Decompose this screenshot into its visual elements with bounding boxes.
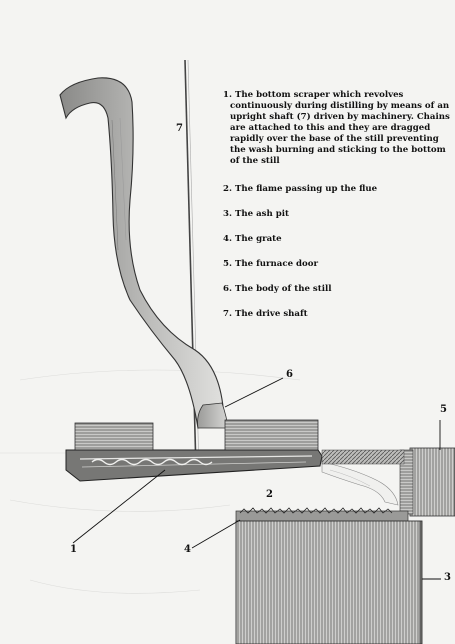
legend-item-3: 3. The ash pit (223, 209, 289, 219)
legend-item-6: 6. The body of the still (223, 284, 332, 294)
legend-item-4: 4. The grate (223, 234, 282, 244)
legend-item-7: 7. The drive shaft (223, 309, 308, 319)
legend-list (223, 90, 455, 334)
ash-pit (236, 521, 422, 644)
furnace-door (410, 448, 455, 516)
flame (322, 462, 398, 505)
callout-3: 3 (444, 572, 451, 583)
legend-item-2: 2. The flame passing up the flue (223, 184, 378, 194)
grate (236, 508, 408, 521)
still-dome (198, 403, 228, 428)
leader-6 (225, 378, 283, 407)
leader-4 (192, 520, 240, 548)
callout-7: 7 (176, 123, 183, 134)
callout-1: 1 (70, 544, 77, 555)
callout-5: 5 (440, 404, 447, 415)
still-base (66, 450, 322, 481)
callout-2: 2 (266, 489, 273, 500)
callout-6: 6 (286, 369, 293, 380)
still-neck (60, 78, 224, 428)
callout-4: 4 (184, 544, 191, 555)
brick-setting-left (75, 423, 153, 453)
legend-item-1: 1. The bottom scraper which revolves continuously during distilling by means of an upright shaft (7) driven by machinery. Chains are attached to this and they are dragged rapidly over the base of the still preventing the wash burning and sticking to the bottom of the still (223, 90, 450, 166)
legend-item-5: 5. The furnace door (223, 259, 319, 269)
brick-setting-right (225, 420, 318, 453)
